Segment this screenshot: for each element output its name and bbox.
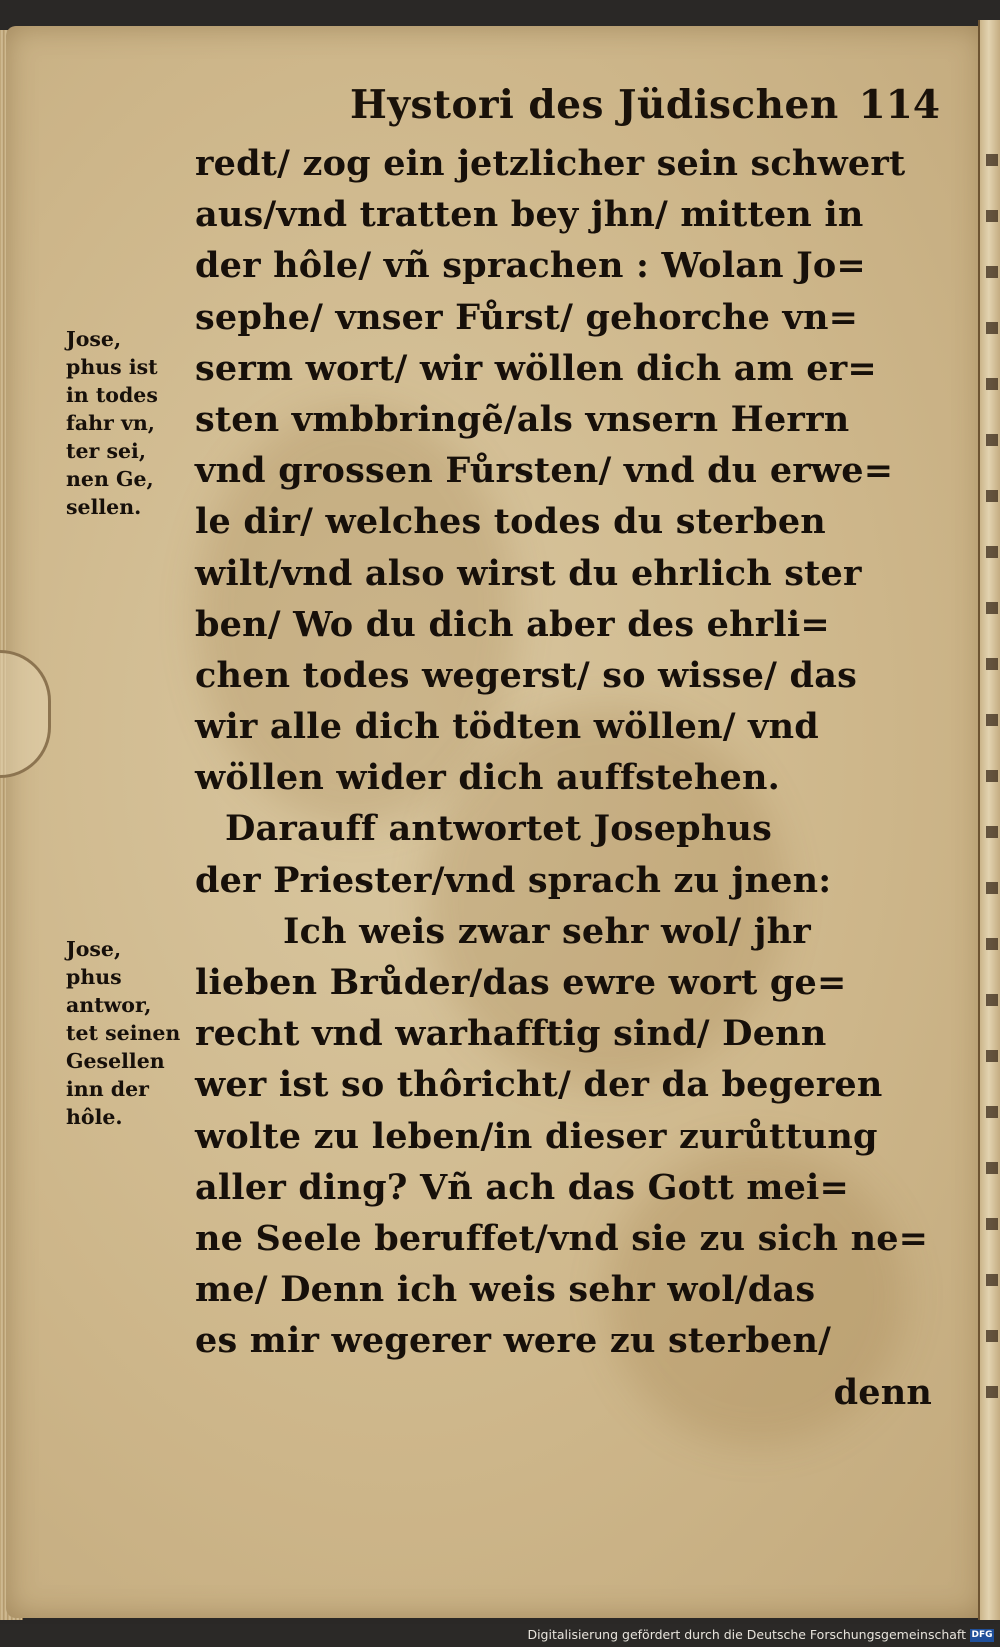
text-line: aller ding? Vñ ach das Gott mei= (195, 1166, 850, 1208)
text-line: wilt/vnd also wirst du ehrlich ster (195, 552, 862, 594)
text-line: wer ist so thôricht/ der da begeren (195, 1064, 883, 1106)
funding-credit: Digitalisierung gefördert durch die Deutsche Forschungsgemeinschaft (527, 1627, 966, 1642)
paragraph-first-line: Darauff antwortet Josephus (225, 808, 773, 850)
text-line: wir alle dich tödten wöllen/ vnd (195, 706, 819, 748)
text-line: redt/ zog ein jetzlicher sein schwert (195, 143, 906, 184)
margin-note-line: Gesellen (66, 1049, 165, 1073)
margin-note-line: ter sei, (66, 439, 146, 463)
margin-note-line: Jose, (66, 937, 122, 961)
text-line: der Priester/vnd sprach zu jnen: (195, 859, 832, 901)
margin-note-line: tet seinen (66, 1021, 181, 1045)
page-number: 114 (858, 82, 940, 128)
text-line: recht vnd warhafftig sind/ Denn (195, 1013, 827, 1055)
margin-note-line: in todes (66, 383, 158, 407)
text-line: es mir wegerer were zu sterben/ (195, 1320, 832, 1362)
main-text-block (195, 138, 940, 1418)
text-line: ben/ Wo du dich aber des ehrli= (195, 603, 830, 645)
margin-note (66, 935, 191, 1131)
text-line: chen todes wegerst/ so wisse/ das (195, 654, 857, 696)
margin-note-line: nen Ge, (66, 467, 154, 491)
margin-note-line: inn der (66, 1077, 149, 1101)
text-line: sten vmbbringẽ/als vnsern Herrn (195, 398, 850, 440)
paragraph-first-line: Ich weis zwar sehr wol/ jhr (283, 910, 811, 952)
text-line: le dir/ welches todes du sterben (195, 501, 826, 543)
dfg-logo: DFG (971, 1630, 993, 1640)
margin-note-line: antwor, (66, 993, 152, 1017)
text-line: wöllen wider dich auffstehen. (195, 757, 780, 799)
margin-note-line: hôle. (66, 1105, 123, 1129)
text-line: wolte zu leben/in dieser zurůttung (195, 1115, 878, 1157)
text-line: serm wort/ wir wöllen dich am er= (195, 347, 877, 389)
text-line: lieben Brůder/das ewre wort ge= (195, 962, 847, 1003)
text-line: sephe/ vnser Fůrst/ gehorche vn= (195, 296, 859, 338)
margin-note-line: phus ist (66, 355, 158, 379)
text-line: ne Seele beruffet/vnd sie zu sich ne= (195, 1217, 929, 1259)
margin-note-line: Jose, (66, 327, 122, 351)
text-line: me/ Denn ich weis sehr wol/das (195, 1269, 816, 1311)
bleed-through-text (986, 120, 998, 1420)
margin-note-line: sellen. (66, 495, 142, 519)
margin-note (66, 325, 191, 521)
page-header (350, 82, 940, 132)
margin-note-line: phus (66, 965, 122, 989)
margin-note-line: fahr vn, (66, 411, 155, 435)
running-title: Hystori des Jüdischen (350, 82, 839, 128)
text-line: vnd grossen Fůrsten/ vnd du erwe= (195, 450, 894, 492)
catchword: denn (833, 1371, 932, 1413)
text-line: aus/vnd tratten bey jhn/ mitten in (195, 194, 864, 236)
text-line: der hôle/ vñ sprachen : Wolan Jo= (195, 245, 866, 287)
